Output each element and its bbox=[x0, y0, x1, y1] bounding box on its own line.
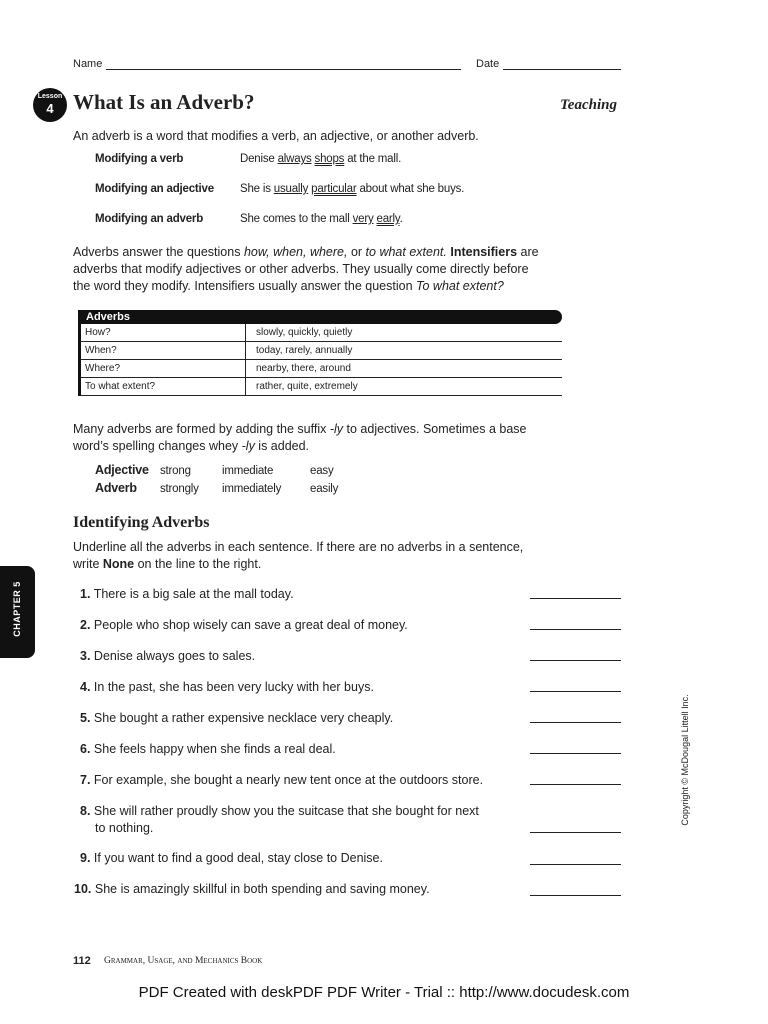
page-number: 112 bbox=[73, 955, 91, 967]
question-item: 7. For example, she bought a nearly new tent once at the outdoors store. bbox=[80, 773, 484, 787]
question-item: 1. There is a big sale at the mall today. bbox=[80, 587, 294, 601]
lesson-label: Lesson bbox=[37, 93, 63, 100]
lesson-badge bbox=[33, 88, 67, 122]
example-label: Modifying an adjective bbox=[95, 183, 214, 195]
example-row bbox=[95, 213, 403, 225]
page-title: What Is an Adverb? bbox=[73, 90, 255, 114]
table-header: Adverbs bbox=[78, 310, 562, 324]
answer-line[interactable] bbox=[530, 895, 621, 896]
pdf-watermark: PDF Created with deskPDF PDF Writer - Trial :: http://www.docudesk.com bbox=[138, 984, 630, 1001]
example-row bbox=[95, 153, 401, 165]
question-item: 4. In the past, she has been very lucky with her buys. bbox=[80, 680, 374, 694]
table-row: How? slowly, quickly, quietly bbox=[78, 324, 562, 342]
chapter-tab: CHAPTER 5 bbox=[0, 566, 35, 658]
book-title: Grammar, Usage, and Mechanics Book bbox=[104, 956, 263, 966]
name-label: Name bbox=[73, 58, 103, 70]
date-label: Date bbox=[476, 58, 500, 70]
question-item: 9. If you want to find a good deal, stay close to Denise. bbox=[80, 851, 383, 865]
suffix-paragraph: Many adverbs are formed by adding the suffix -ly to adjectives. Sometimes a base word’s spelling changes whey -ly is added. bbox=[73, 422, 527, 453]
answer-line[interactable] bbox=[530, 691, 621, 692]
answer-line[interactable] bbox=[530, 864, 621, 865]
section-instructions: Underline all the adverbs in each sentence. If there are no adverbs in a sentence, write None on the line to the right. bbox=[73, 540, 524, 571]
example-text: Denise always shops at the mall. bbox=[240, 153, 402, 165]
example-text: She is usually particular about what she buys. bbox=[240, 183, 465, 195]
example-label: Modifying an adverb bbox=[95, 213, 204, 225]
name-field-line[interactable] bbox=[106, 69, 461, 70]
answer-line[interactable] bbox=[530, 753, 621, 754]
answer-line[interactable] bbox=[530, 722, 621, 723]
adverb-questions-paragraph: Adverbs answer the questions how, when, where, or to what extent. Intensifiers are adverbs that modify adjectives or other adverbs. They usually come directly before the word they modify. Intensifiers usually answer the question To what extent? bbox=[73, 245, 539, 293]
copyright-text: Copyright © McDougal Littell Inc. bbox=[680, 694, 690, 826]
question-item: 2. People who shop wisely can save a great deal of money. bbox=[80, 618, 408, 632]
example-row bbox=[95, 183, 464, 195]
question-item: 5. She bought a rather expensive necklace very cheaply. bbox=[80, 711, 394, 725]
question-item: 3. Denise always goes to sales. bbox=[80, 649, 256, 663]
intro-text: An adverb is a word that modifies a verb, an adjective, or another adverb. bbox=[73, 129, 479, 143]
question-item: 8. She will rather proudly show you the suitcase that she bought for next bbox=[80, 804, 479, 818]
suffix-examples: Adjective strong immediate easy Adverb strongly immediately easily bbox=[95, 463, 339, 495]
answer-line[interactable] bbox=[530, 784, 621, 785]
question-item: 6. She feels happy when she finds a real deal. bbox=[80, 742, 336, 756]
answer-line[interactable] bbox=[530, 629, 621, 630]
date-field-line[interactable] bbox=[503, 69, 621, 70]
table-row: Where? nearby, there, around bbox=[78, 360, 562, 378]
question-continuation: to nothing. bbox=[95, 821, 154, 835]
table-row: To what extent? rather, quite, extremely bbox=[78, 378, 562, 396]
lesson-number: 4 bbox=[46, 101, 54, 116]
adverbs-table bbox=[78, 310, 562, 396]
example-label: Modifying a verb bbox=[95, 153, 184, 165]
answer-line[interactable] bbox=[530, 660, 621, 661]
answer-line[interactable] bbox=[530, 832, 621, 833]
table-row: When? today, rarely, annually bbox=[78, 342, 562, 360]
answer-line[interactable] bbox=[530, 598, 621, 599]
teaching-tag: Teaching bbox=[560, 97, 617, 113]
example-text: She comes to the mall very early. bbox=[240, 213, 403, 225]
question-item: 10. She is amazingly skillful in both spending and saving money. bbox=[74, 882, 430, 896]
section-title: Identifying Adverbs bbox=[73, 514, 210, 531]
